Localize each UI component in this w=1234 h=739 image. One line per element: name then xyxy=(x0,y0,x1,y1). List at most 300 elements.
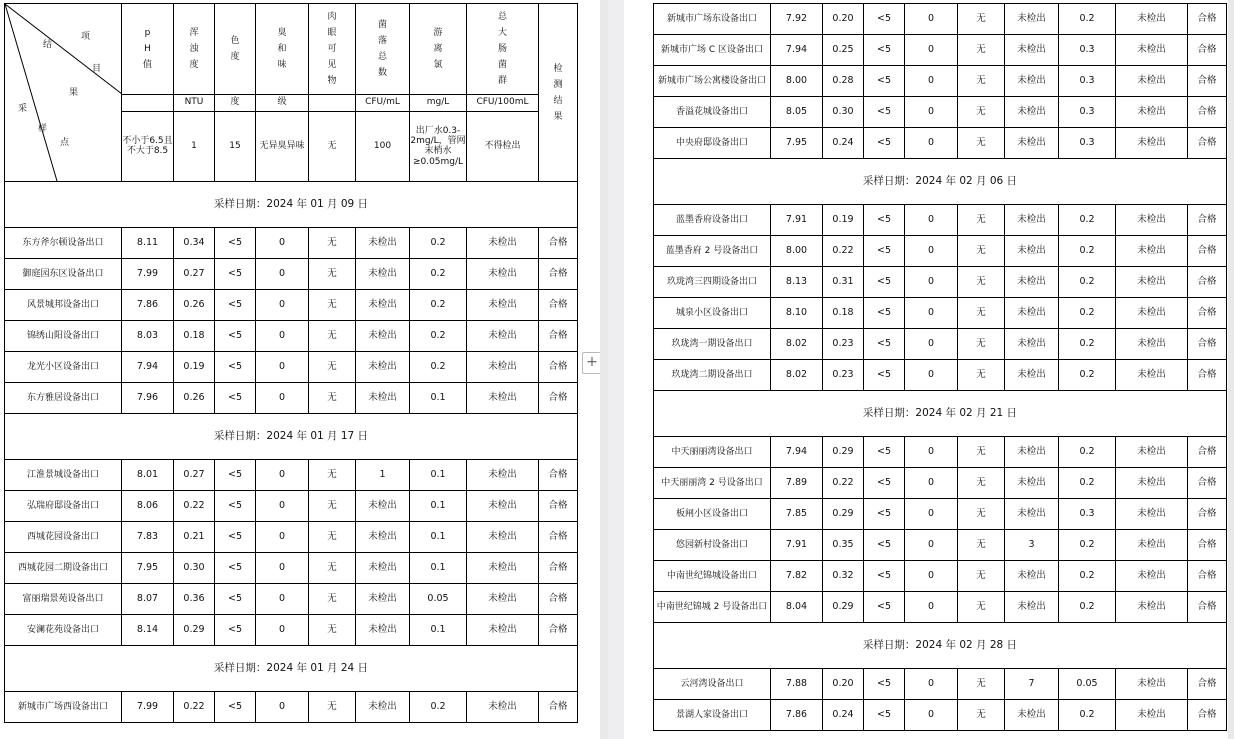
table-cell: 未检出 xyxy=(1116,97,1188,128)
header-column-limit: 无 xyxy=(309,111,356,181)
table-row xyxy=(654,592,1227,623)
header-column-limit: 不小于6.5且不大于8.5 xyxy=(122,111,174,181)
sampling-site-cell: 悠园新村设备出口 xyxy=(654,530,771,561)
table-cell: 0.19 xyxy=(174,352,215,383)
table-cell: 无 xyxy=(958,298,1005,329)
table-cell: 未检出 xyxy=(1005,4,1059,35)
table-cell: 无 xyxy=(958,561,1005,592)
header-column-title xyxy=(256,4,309,95)
header-title-text: 色度 xyxy=(230,35,240,62)
table-cell: 未检出 xyxy=(356,352,410,383)
table-cell: 7.96 xyxy=(122,383,174,414)
table-row xyxy=(654,97,1227,128)
table-cell: 合格 xyxy=(1188,530,1227,561)
table-cell: 0 xyxy=(905,66,958,97)
table-cell: 0 xyxy=(256,584,309,615)
table-cell: <5 xyxy=(864,592,905,623)
table-cell: 0.2 xyxy=(1059,298,1116,329)
table-cell: 8.02 xyxy=(771,329,823,360)
table-cell: 0.23 xyxy=(823,329,864,360)
table-row xyxy=(654,66,1227,97)
sampling-site-cell: 风景城邦设备出口 xyxy=(5,290,122,321)
table-cell: <5 xyxy=(215,522,256,553)
table-cell: 未检出 xyxy=(1116,35,1188,66)
table-cell: 未检出 xyxy=(467,460,539,491)
sampling-site-cell: 新城市广场公寓楼设备出口 xyxy=(654,66,771,97)
table-cell: 合格 xyxy=(1188,329,1227,360)
sampling-date-row xyxy=(5,646,578,692)
table-cell: 无 xyxy=(958,66,1005,97)
table-cell: 未检出 xyxy=(356,553,410,584)
header-column-title xyxy=(309,4,356,95)
table-cell: <5 xyxy=(864,205,905,236)
table-cell: 0 xyxy=(905,267,958,298)
table-cell: 无 xyxy=(958,592,1005,623)
table-cell: 0 xyxy=(256,383,309,414)
table-cell: 7.86 xyxy=(771,700,823,731)
table-cell: 未检出 xyxy=(1005,66,1059,97)
table-cell: 0.3 xyxy=(1059,66,1116,97)
corner-label-top: 目 xyxy=(92,64,102,74)
table-cell: 无 xyxy=(309,692,356,723)
table-cell: 未检出 xyxy=(1116,4,1188,35)
table-cell: <5 xyxy=(864,700,905,731)
header-column-title xyxy=(356,4,410,95)
sampling-site-cell: 蓝墨香府设备出口 xyxy=(654,205,771,236)
header-column-unit: NTU xyxy=(174,94,215,111)
table-cell: 7.99 xyxy=(122,259,174,290)
table-cell: 0.2 xyxy=(410,290,467,321)
header-column-unit: 度 xyxy=(215,94,256,111)
header-title-text: 总大肠菌群 xyxy=(497,11,507,86)
table-cell: 0.2 xyxy=(1059,360,1116,391)
sampling-site-cell: 中南世纪锦城设备出口 xyxy=(654,561,771,592)
sampling-date-row xyxy=(654,159,1227,205)
table-cell: 0 xyxy=(905,97,958,128)
table-cell: 合格 xyxy=(1188,700,1227,731)
table-cell: <5 xyxy=(864,499,905,530)
table-cell: 合格 xyxy=(539,491,578,522)
table-row xyxy=(654,329,1227,360)
table-cell: <5 xyxy=(864,97,905,128)
sampling-site-cell: 城泉小区设备出口 xyxy=(654,298,771,329)
table-cell: 无 xyxy=(309,228,356,259)
table-cell: 未检出 xyxy=(356,584,410,615)
sampling-date-label: 采样日期：2024 年 01 月 17 日 xyxy=(5,414,578,460)
table-cell: 0.2 xyxy=(1059,236,1116,267)
corner-label-middle: 结 xyxy=(43,40,53,50)
table-cell: 7.95 xyxy=(771,128,823,159)
table-cell: 无 xyxy=(958,128,1005,159)
header-column-unit: CFU/100mL xyxy=(467,94,539,111)
water-quality-table-right xyxy=(653,3,1227,731)
table-row xyxy=(654,669,1227,700)
table-cell: 8.02 xyxy=(771,360,823,391)
table-cell: 0.2 xyxy=(1059,592,1116,623)
sampling-date-label: 采样日期：2024 年 02 月 21 日 xyxy=(654,391,1227,437)
table-cell: 0.29 xyxy=(823,499,864,530)
table-cell: 0.1 xyxy=(410,615,467,646)
sampling-site-cell: 御庭园东区设备出口 xyxy=(5,259,122,290)
table-cell: 0.22 xyxy=(823,468,864,499)
table-cell: 未检出 xyxy=(467,259,539,290)
table-cell: 未检出 xyxy=(1005,561,1059,592)
table-cell: 8.13 xyxy=(771,267,823,298)
table-cell: 0.19 xyxy=(823,205,864,236)
table-cell: <5 xyxy=(215,553,256,584)
header-column-limit: 15 xyxy=(215,111,256,181)
table-cell: 合格 xyxy=(1188,97,1227,128)
corner-label-top: 项 xyxy=(81,32,91,42)
table-cell: 未检出 xyxy=(1116,205,1188,236)
table-row xyxy=(5,460,578,491)
table-cell: 未检出 xyxy=(467,352,539,383)
table-cell: 未检出 xyxy=(1116,700,1188,731)
table-cell: 未检出 xyxy=(1005,468,1059,499)
table-cell: 7.85 xyxy=(771,499,823,530)
page-gutter-left xyxy=(600,0,608,739)
table-cell: 未检出 xyxy=(356,228,410,259)
table-cell: 0 xyxy=(905,561,958,592)
header-column-title xyxy=(539,4,578,182)
table-cell: 0 xyxy=(905,360,958,391)
table-cell: 0.2 xyxy=(1059,4,1116,35)
table-cell: <5 xyxy=(864,128,905,159)
table-cell: 未检出 xyxy=(1116,298,1188,329)
table-cell: 合格 xyxy=(539,383,578,414)
table-cell: 8.06 xyxy=(122,491,174,522)
table-cell: 0.2 xyxy=(1059,437,1116,468)
table-cell: 0.36 xyxy=(174,584,215,615)
sampling-site-cell: 新城市广场 C 区设备出口 xyxy=(654,35,771,66)
table-cell: 0 xyxy=(905,298,958,329)
table-cell: 0 xyxy=(905,530,958,561)
header-column-title xyxy=(174,4,215,95)
table-row xyxy=(654,205,1227,236)
table-cell: 合格 xyxy=(1188,592,1227,623)
table-cell: 未检出 xyxy=(356,522,410,553)
table-cell: 未检出 xyxy=(1005,35,1059,66)
table-cell: 合格 xyxy=(1188,561,1227,592)
table-cell: 7.88 xyxy=(771,669,823,700)
header-column-title xyxy=(122,4,174,95)
table-cell: 未检出 xyxy=(1005,700,1059,731)
table-cell: 0.2 xyxy=(1059,468,1116,499)
table-cell: <5 xyxy=(215,584,256,615)
table-cell: 0.2 xyxy=(410,228,467,259)
table-cell: 0.27 xyxy=(174,460,215,491)
table-cell: 0.28 xyxy=(823,66,864,97)
table-cell: 0.3 xyxy=(1059,35,1116,66)
table-cell: 无 xyxy=(309,321,356,352)
table-cell: 0.24 xyxy=(823,700,864,731)
table-cell: 合格 xyxy=(1188,468,1227,499)
sampling-date-row xyxy=(654,391,1227,437)
table-cell: 无 xyxy=(958,360,1005,391)
table-cell: 7.99 xyxy=(122,692,174,723)
table-cell: 未检出 xyxy=(467,553,539,584)
sampling-date-label: 采样日期：2024 年 02 月 06 日 xyxy=(654,159,1227,205)
table-cell: 0 xyxy=(905,329,958,360)
table-cell: 0.34 xyxy=(174,228,215,259)
table-row xyxy=(5,352,578,383)
table-cell: 0.20 xyxy=(823,669,864,700)
table-cell: 合格 xyxy=(1188,437,1227,468)
table-cell: <5 xyxy=(864,4,905,35)
sampling-site-cell: 东方雅居设备出口 xyxy=(5,383,122,414)
table-cell: 0.18 xyxy=(174,321,215,352)
table-cell: 0.2 xyxy=(1059,267,1116,298)
table-cell: 无 xyxy=(309,584,356,615)
header-column-limit: 100 xyxy=(356,111,410,181)
table-cell: 0.05 xyxy=(410,584,467,615)
header-column-limit: 出厂水0.3-2mg/L，管网末梢水≥0.05mg/L xyxy=(410,111,467,181)
table-cell: 未检出 xyxy=(356,383,410,414)
table-cell: 0.30 xyxy=(174,553,215,584)
table-cell: 无 xyxy=(309,290,356,321)
table-cell: 1 xyxy=(356,460,410,491)
table-cell: 未检出 xyxy=(356,259,410,290)
header-row-titles xyxy=(5,4,578,95)
sampling-date-row xyxy=(654,623,1227,669)
table-cell: 无 xyxy=(309,491,356,522)
table-cell: 0.22 xyxy=(174,692,215,723)
table-row xyxy=(5,321,578,352)
table-row xyxy=(654,499,1227,530)
table-cell: 0.1 xyxy=(410,383,467,414)
water-quality-table-left xyxy=(4,3,578,723)
table-cell: 0 xyxy=(256,228,309,259)
table-cell: <5 xyxy=(864,236,905,267)
sampling-site-cell: 玖珑湾一期设备出口 xyxy=(654,329,771,360)
table-cell: 未检出 xyxy=(1005,236,1059,267)
table-cell: 合格 xyxy=(1188,669,1227,700)
table-cell: 0 xyxy=(905,499,958,530)
table-cell: 0 xyxy=(905,128,958,159)
header-column-title xyxy=(215,4,256,95)
table-cell: 无 xyxy=(309,383,356,414)
table-cell: 未检出 xyxy=(1116,128,1188,159)
table-cell: 0.29 xyxy=(823,437,864,468)
table-cell: 无 xyxy=(309,615,356,646)
table-cell: 合格 xyxy=(539,584,578,615)
table-row xyxy=(654,530,1227,561)
table-cell: 7.91 xyxy=(771,530,823,561)
table-cell: <5 xyxy=(864,267,905,298)
table-row xyxy=(654,561,1227,592)
table-cell: 0 xyxy=(256,259,309,290)
table-cell: 未检出 xyxy=(1005,128,1059,159)
table-cell: <5 xyxy=(215,615,256,646)
sampling-site-cell: 中央府邸设备出口 xyxy=(654,128,771,159)
table-cell: 未检出 xyxy=(1116,267,1188,298)
sampling-site-cell: 龙光小区设备出口 xyxy=(5,352,122,383)
table-cell: 合格 xyxy=(539,692,578,723)
sampling-site-cell: 玖珑湾三四期设备出口 xyxy=(654,267,771,298)
header-column-unit: mg/L xyxy=(410,94,467,111)
table-cell: 未检出 xyxy=(1116,329,1188,360)
table-cell: 合格 xyxy=(539,259,578,290)
table-cell: 未检出 xyxy=(467,692,539,723)
table-cell: 未检出 xyxy=(467,491,539,522)
table-cell: 0.3 xyxy=(1059,499,1116,530)
table-cell: 合格 xyxy=(1188,236,1227,267)
table-cell: 7.89 xyxy=(771,468,823,499)
table-cell: 无 xyxy=(309,460,356,491)
table-cell: 0.1 xyxy=(410,460,467,491)
add-button[interactable]: + xyxy=(582,352,600,374)
sampling-site-cell: 景湖人家设备出口 xyxy=(654,700,771,731)
table-cell: 7.95 xyxy=(122,553,174,584)
table-row xyxy=(5,228,578,259)
table-cell: 8.05 xyxy=(771,97,823,128)
table-cell: 0 xyxy=(256,460,309,491)
table-row xyxy=(5,584,578,615)
table-cell: <5 xyxy=(215,290,256,321)
table-cell: 无 xyxy=(958,437,1005,468)
table-cell: <5 xyxy=(864,66,905,97)
header-title-text: 浑浊度 xyxy=(189,27,199,70)
sampling-site-cell: 锦绣山阳设备出口 xyxy=(5,321,122,352)
table-cell: 0.1 xyxy=(410,553,467,584)
table-cell: 合格 xyxy=(539,352,578,383)
table-cell: 未检出 xyxy=(1116,669,1188,700)
sampling-site-cell: 云河湾设备出口 xyxy=(654,669,771,700)
table-cell: 未检出 xyxy=(1005,437,1059,468)
table-cell: 合格 xyxy=(1188,4,1227,35)
sampling-site-cell: 中天丽丽湾设备出口 xyxy=(654,437,771,468)
table-cell: 0.31 xyxy=(823,267,864,298)
table-cell: 0.3 xyxy=(1059,128,1116,159)
sampling-date-label: 采样日期：2024 年 02 月 28 日 xyxy=(654,623,1227,669)
table-cell: 未检出 xyxy=(356,491,410,522)
table-cell: 8.04 xyxy=(771,592,823,623)
table-cell: 合格 xyxy=(539,615,578,646)
sampling-site-cell: 江淮景城设备出口 xyxy=(5,460,122,491)
table-cell: 合格 xyxy=(1188,360,1227,391)
sampling-site-cell: 中天丽丽湾 2 号设备出口 xyxy=(654,468,771,499)
table-cell: 未检出 xyxy=(467,228,539,259)
table-cell: 未检出 xyxy=(356,692,410,723)
table-cell: <5 xyxy=(864,669,905,700)
sampling-site-cell: 板闸小区设备出口 xyxy=(654,499,771,530)
table-cell: 0 xyxy=(905,205,958,236)
table-cell: <5 xyxy=(215,460,256,491)
table-cell: 合格 xyxy=(1188,35,1227,66)
header-title-text: 臭和味 xyxy=(277,27,287,70)
sampling-site-cell: 富丽瑞景苑设备出口 xyxy=(5,584,122,615)
table-cell: 无 xyxy=(309,522,356,553)
table-cell: 未检出 xyxy=(1005,267,1059,298)
table-cell: 7.94 xyxy=(771,35,823,66)
header-title-text: pH 值 xyxy=(142,27,152,70)
table-cell: 0.2 xyxy=(1059,530,1116,561)
header-column-limit: 无异臭异味 xyxy=(256,111,309,181)
table-cell: 0.26 xyxy=(174,290,215,321)
table-cell: <5 xyxy=(864,298,905,329)
table-cell: 0 xyxy=(256,692,309,723)
table-cell: 无 xyxy=(958,530,1005,561)
table-cell: 0.1 xyxy=(410,491,467,522)
table-row xyxy=(5,615,578,646)
table-cell: 未检出 xyxy=(1116,360,1188,391)
corner-label-bottom: 样 xyxy=(38,124,48,134)
table-cell: <5 xyxy=(215,383,256,414)
table-cell: 0.20 xyxy=(823,4,864,35)
table-cell: 无 xyxy=(958,700,1005,731)
sampling-site-cell: 中南世纪锦城 2 号设备出口 xyxy=(654,592,771,623)
table-cell: 无 xyxy=(958,4,1005,35)
table-cell: 0.2 xyxy=(1059,205,1116,236)
table-cell: 0.29 xyxy=(823,592,864,623)
table-cell: 0 xyxy=(256,553,309,584)
table-cell: 合格 xyxy=(1188,205,1227,236)
table-cell: 合格 xyxy=(1188,499,1227,530)
table-cell: 0 xyxy=(256,615,309,646)
table-row xyxy=(654,360,1227,391)
table-row xyxy=(5,383,578,414)
table-cell: 0 xyxy=(256,491,309,522)
table-cell: 8.11 xyxy=(122,228,174,259)
table-cell: 未检出 xyxy=(1116,499,1188,530)
header-title-text: 菌落总数 xyxy=(377,19,387,78)
table-cell: 未检出 xyxy=(1005,360,1059,391)
table-cell: 0.2 xyxy=(410,692,467,723)
table-cell: 未检出 xyxy=(467,321,539,352)
table-cell: 无 xyxy=(958,499,1005,530)
document-page-left xyxy=(0,0,600,739)
sampling-site-cell: 西城花园设备出口 xyxy=(5,522,122,553)
table-row xyxy=(654,700,1227,731)
sampling-site-cell: 玖珑湾二期设备出口 xyxy=(654,360,771,391)
table-cell: 0 xyxy=(256,522,309,553)
table-cell: <5 xyxy=(864,360,905,391)
table-cell: 未检出 xyxy=(356,321,410,352)
corner-label-bottom: 点 xyxy=(60,138,70,148)
sampling-date-label: 采样日期：2024 年 01 月 09 日 xyxy=(5,182,578,228)
table-cell: 0 xyxy=(905,700,958,731)
table-row xyxy=(654,35,1227,66)
table-cell: 7.92 xyxy=(771,4,823,35)
sampling-site-cell: 弘瑞府邸设备出口 xyxy=(5,491,122,522)
table-cell: 8.14 xyxy=(122,615,174,646)
table-cell: <5 xyxy=(864,561,905,592)
table-cell: 0 xyxy=(905,236,958,267)
table-cell: 合格 xyxy=(539,321,578,352)
table-row xyxy=(5,522,578,553)
table-cell: 无 xyxy=(958,236,1005,267)
table-row xyxy=(5,553,578,584)
header-corner-cell xyxy=(5,4,122,182)
sampling-site-cell: 蓝墨香府 2 号设备出口 xyxy=(654,236,771,267)
table-cell: 未检出 xyxy=(1005,499,1059,530)
table-row xyxy=(5,491,578,522)
table-cell: 未检出 xyxy=(1005,329,1059,360)
sampling-site-cell: 西城花园二期设备出口 xyxy=(5,553,122,584)
table-cell: 0.18 xyxy=(823,298,864,329)
table-cell: 未检出 xyxy=(1116,561,1188,592)
table-cell: 0.27 xyxy=(174,259,215,290)
sampling-date-row xyxy=(5,414,578,460)
table-cell: 未检出 xyxy=(1116,592,1188,623)
table-cell: 未检出 xyxy=(1116,468,1188,499)
page-gutter-right xyxy=(1228,0,1234,739)
header-column-unit xyxy=(309,94,356,111)
table-row xyxy=(654,468,1227,499)
table-cell: 合格 xyxy=(1188,128,1227,159)
table-cell: 未检出 xyxy=(1005,97,1059,128)
table-row xyxy=(5,692,578,723)
